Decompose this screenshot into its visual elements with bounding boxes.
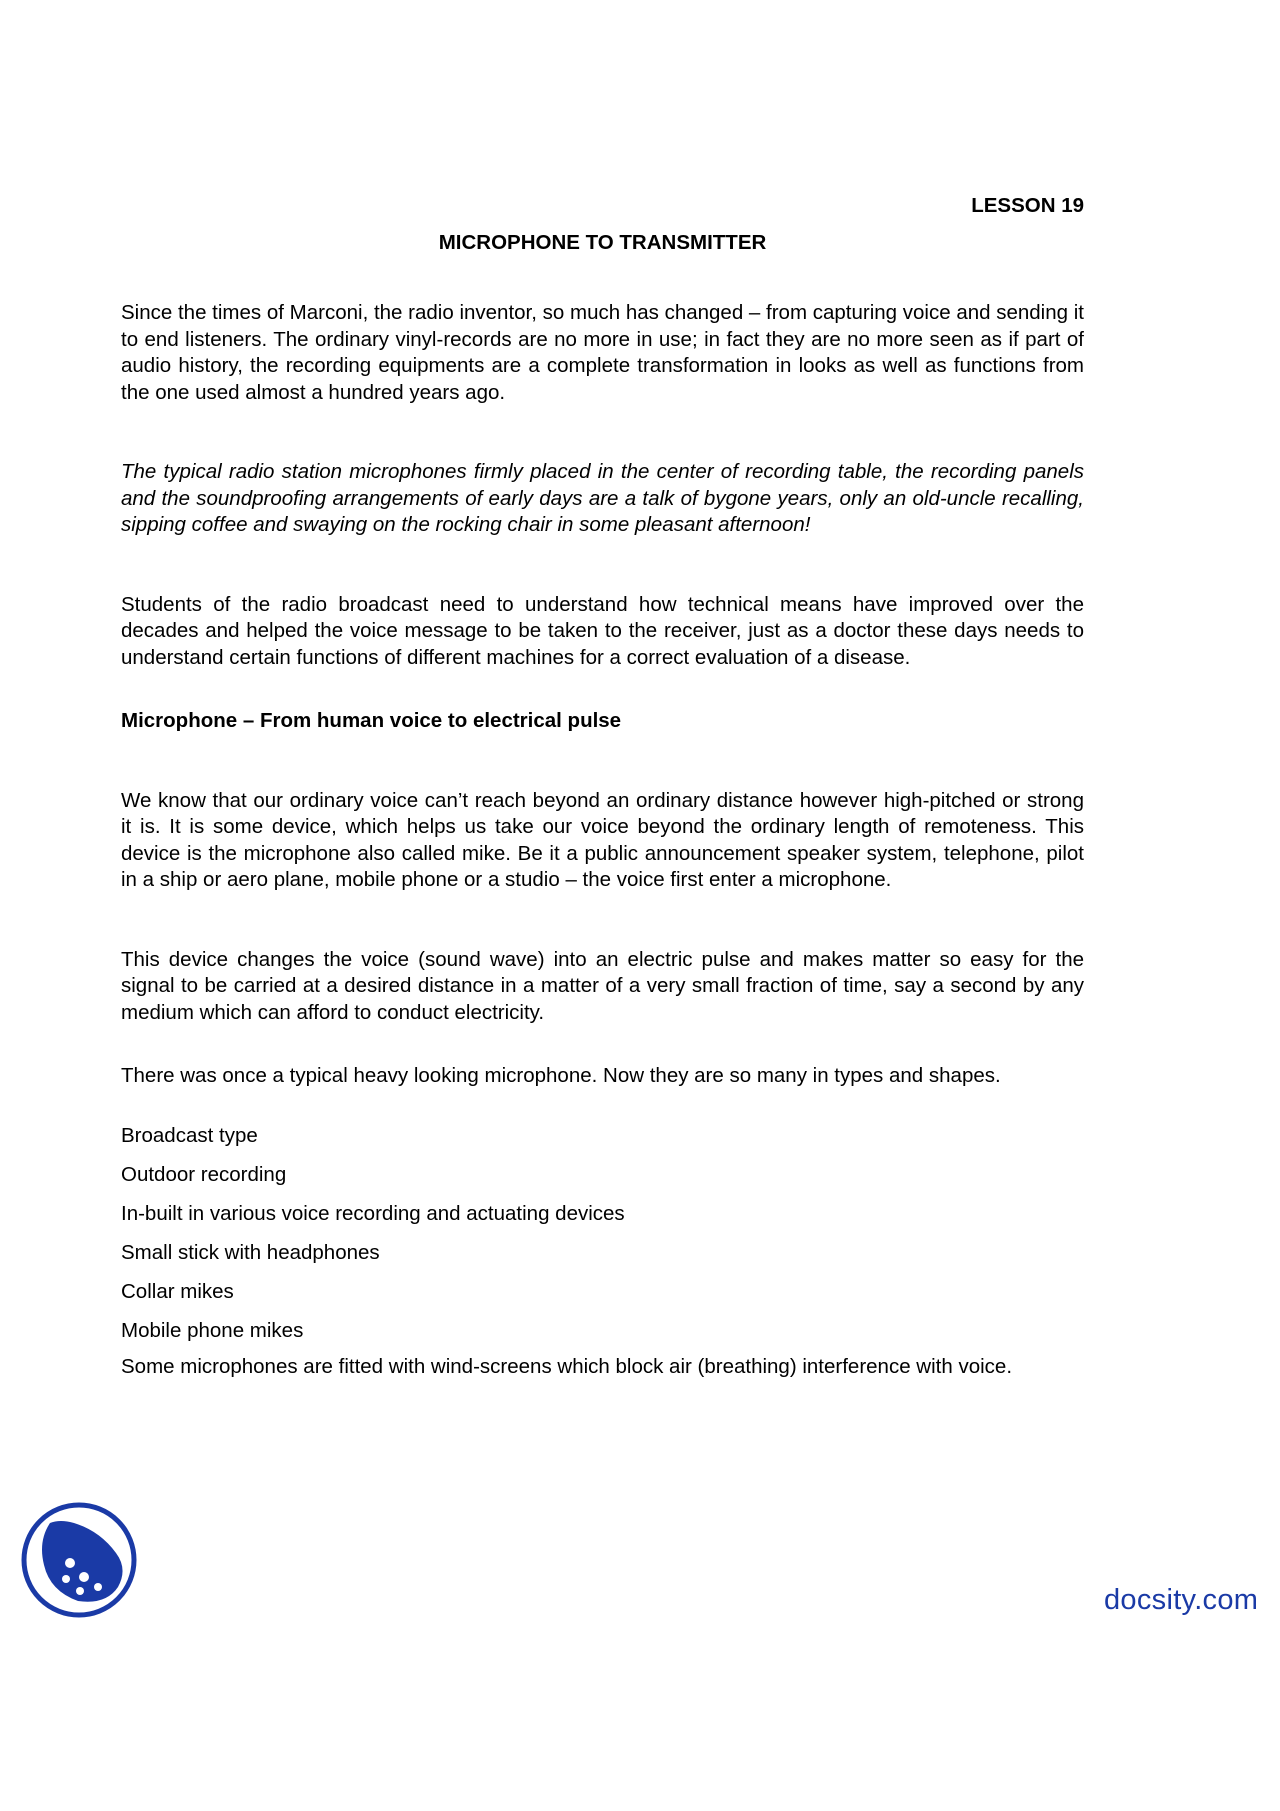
lesson-number: LESSON 19 <box>971 194 1084 217</box>
paragraph-students: Students of the radio broadcast need to understand how technical means have improved over the decades and helped the voice message to be taken to the receiver, just as a doctor these days needs to understand certain functions of different machines for a correct evaluation of a disease. <box>121 592 1084 669</box>
paragraph-types: There was once a typical heavy looking microphone. Now they are so many in types and shapes. <box>121 1064 1001 1087</box>
list-item: In-built in various voice recording and actuating devices <box>121 1201 625 1225</box>
list-item: Outdoor recording <box>121 1162 287 1186</box>
paragraph-italic: The typical radio station microphones firmly placed in the center of recording table, the recording panels and the soundproofing arrangements of early days are a talk of bygone years, only an old-uncle recalling, sipping coffee and swaying on the rocking chair in some pleasant afternoon! <box>121 460 1084 536</box>
section-heading: Microphone – From human voice to electrical pulse <box>121 709 622 732</box>
microphone-types-list <box>121 1123 1084 1345</box>
paragraph-windscreens: Some microphones are fitted with wind-screens which block air (breathing) interference with voice. <box>121 1354 1013 1378</box>
document-body <box>121 193 1084 1380</box>
docsity-brand-link[interactable]: docsity.com <box>1104 1584 1259 1616</box>
list-item: Broadcast type <box>121 1123 258 1147</box>
document-title: MICROPHONE TO TRANSMITTER <box>438 230 767 254</box>
paragraph-device: This device changes the voice (sound wave) into an electric pulse and makes matter so easy for the signal to be carried at a desired distance in a matter of a very small fraction of time, say a second by any medium which can afford to conduct electricity. <box>121 947 1084 1024</box>
paragraph-voice: We know that our ordinary voice can’t reach beyond an ordinary distance however high-pitched or strong it is. It is some device, which helps us take our voice beyond the ordinary length of remoteness. This device is the microphone also called mike. Be it a public announcement speaker system, telephone, pilot in a ship or aero plane, mobile phone or a studio – the voice first enter a microphone. <box>121 788 1084 891</box>
list-item: Collar mikes <box>121 1279 234 1303</box>
docsity-logo-icon[interactable] <box>20 1501 138 1619</box>
list-item: Small stick with headphones <box>121 1240 380 1264</box>
paragraph-intro: Since the times of Marconi, the radio inventor, so much has changed – from capturing voice and sending it to end listeners. The ordinary vinyl-records are no more in use; in fact they are no more seen as if part of audio history, the recording equipments are a complete transformation in looks as well as functions from the one used almost a hundred years ago. <box>121 301 1084 404</box>
list-item: Mobile phone mikes <box>121 1318 304 1342</box>
